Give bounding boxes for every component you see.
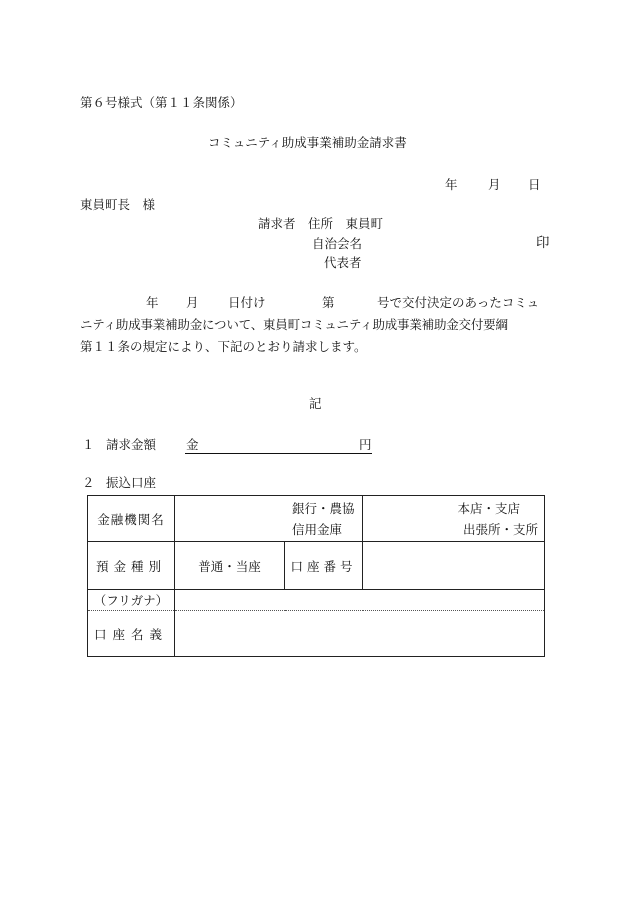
form-number: 第６号様式（第１１条関係） [80, 95, 243, 110]
date-month: 月 [488, 177, 501, 192]
date-day: 日 [528, 177, 541, 192]
account-number-cell[interactable] [363, 542, 545, 590]
account-table [87, 495, 545, 657]
item1-number: １ [82, 437, 95, 452]
page-title: コミュニティ助成事業補助金請求書 [208, 135, 407, 150]
amount-underline [185, 453, 372, 454]
bank-name-cell[interactable] [175, 496, 363, 542]
seal-mark: 印 [536, 235, 550, 251]
bank-types-line2: 信用金庫 [292, 521, 343, 537]
branch-cell[interactable] [363, 496, 545, 542]
item1-label: 請求金額 [106, 437, 157, 452]
branch-types-line2: 出張所・支所 [463, 521, 539, 537]
bank-name-label: 金融機関名 [88, 496, 175, 542]
body-dated: 日付け [228, 295, 266, 310]
item1-en: 円 [359, 437, 372, 452]
ki-heading: 記 [309, 396, 322, 411]
account-holder-label: 口座名義 [88, 611, 175, 657]
requester-association: 自治会名 [312, 236, 363, 251]
branch-types-line1: 本店・支店 [457, 500, 521, 516]
item1-kin: 金 [186, 437, 199, 452]
requester-address: 請求者 住所 東員町 [258, 216, 384, 231]
body-year: 年 [146, 295, 159, 310]
requester-representative: 代表者 [324, 255, 362, 270]
body-dai: 第 [322, 295, 335, 310]
deposit-type-options[interactable]: 普通・当座 [175, 542, 285, 590]
body-line2: ニティ助成事業補助金について、東員町コミュニティ助成事業補助金交付要綱 [80, 317, 508, 332]
body-line3: 第１１条の規定により、下記のとおり請求します。 [80, 339, 367, 354]
account-number-label: 口座番号 [285, 542, 363, 590]
holder-row [88, 611, 545, 657]
furigana-row [88, 590, 545, 611]
bank-row [88, 496, 545, 542]
date-year: 年 [445, 177, 458, 192]
body-line1-rest: 号で交付決定のあったコミュ [377, 295, 540, 310]
addressee: 東員町長 様 [80, 197, 156, 212]
deposit-type-label: 預金種別 [88, 542, 175, 590]
item2-number: ２ [82, 475, 95, 490]
body-month: 月 [186, 295, 199, 310]
deposit-row [88, 542, 545, 590]
account-holder-cell[interactable] [175, 611, 545, 657]
furigana-cell[interactable] [175, 590, 545, 611]
item2-label: 振込口座 [106, 475, 157, 490]
furigana-label: （フリガナ） [88, 590, 175, 611]
bank-types-line1: 銀行・農協 [292, 500, 355, 516]
